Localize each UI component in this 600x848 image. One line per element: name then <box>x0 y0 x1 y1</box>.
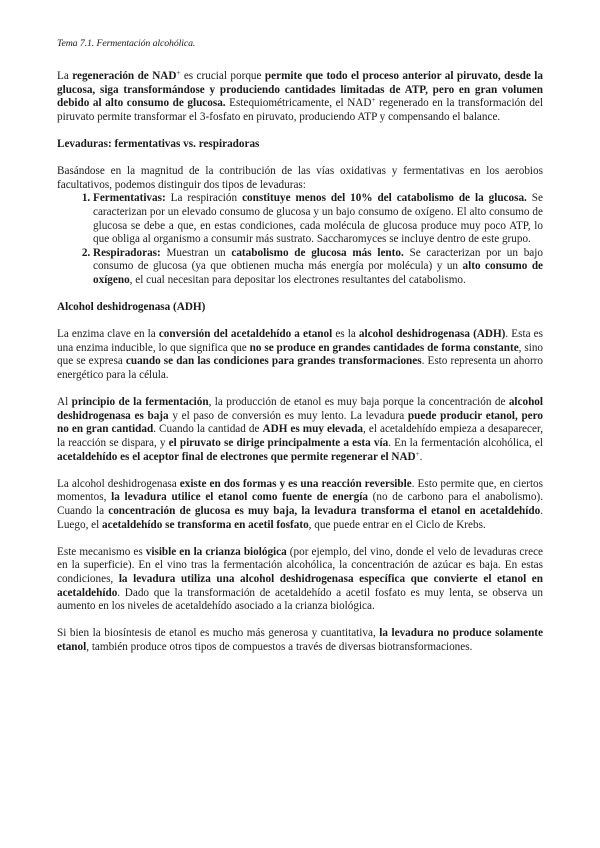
text-run: Si bien la biosíntesis de etanol es mucho más generosa y cuantitativa, <box>57 627 380 640</box>
paragraph-enzima-clave <box>57 328 543 382</box>
bold-run: alcohol deshidrogenasa (ADH) <box>358 328 506 341</box>
text-run: , que puede entrar en el Ciclo de Krebs. <box>308 518 486 531</box>
text-run: , el cual necesitan para depositar los electrones resultantes del catabolismo. <box>129 273 466 286</box>
text-run: (no de carbono para el anabolismo). Cuando la <box>57 491 543 517</box>
bold-run: regeneración de NAD <box>72 70 177 82</box>
text-run: (por ejemplo, del vino, donde el velo de levaduras crece en la superficie). En el vino tras la fermentación alcohólica, la concentración de azúcar es baja. En estas condiciones, <box>57 545 544 585</box>
page-header: Tema 7.1. Fermentación alcohólica. <box>57 38 196 49</box>
text-run: . Esta es una enzima inducible, lo que significa que <box>57 328 543 354</box>
text-run: . <box>419 450 423 463</box>
text-run: . Esto representa un ahorro energético para la célula. <box>57 355 543 382</box>
superscript: + <box>415 449 420 458</box>
bold-run: Respiradoras: <box>93 246 161 259</box>
bold-run: constituye menos del 10% del catabolismo de la glucosa. <box>242 192 527 205</box>
bold-run: cuando se dan las condiciones para grandes transformaciones <box>125 355 422 368</box>
text-run: , la producción de etanol es muy baja porque la concentración de <box>208 396 509 409</box>
text-run: . Dado que la transformación de acetaldehído a acetil fosfato es muy lenta, se observa un aumento en los niveles de acetaldehído asociado a la crianza biológica. <box>57 586 543 613</box>
paragraph-biosintesis <box>57 627 543 654</box>
text-run: y el paso de conversión es muy lento. La levadura <box>168 409 408 422</box>
paragraph-nad-regeneration <box>57 70 543 124</box>
text-run: , sino que se expresa <box>57 341 544 368</box>
bold-run: la levadura no produce solamente etanol <box>57 627 543 653</box>
text-run: Estequiométricamente, el NAD <box>225 97 372 110</box>
text-run: , también produce otros tipos de compuestos a través de diversas biotransformaciones. <box>86 640 473 653</box>
bold-run: permite que todo el proceso anterior al piruvato, desde la glucosa, siga transformándose y produciendo cantidades limitadas de ATP, pero en gran volumen debido al alto consumo de glucosa. <box>57 70 543 110</box>
text-run: Se caracterizan por un bajo consumo de glucosa (ya que obtienen mucha más energía por molécula) y un <box>93 246 543 273</box>
paragraph-intro-levaduras: Basándose en la magnitud de la contribución de las vías oxidativas y fermentativas en los aerobios facultativos, podemos distinguir dos tipos de levaduras: <box>57 165 543 191</box>
text-run: Al <box>57 396 72 409</box>
paragraph-crianza-biologica <box>57 546 543 614</box>
bold-run: conversión del acetaldehído a etanol <box>158 328 333 341</box>
paragraph-principio-fermentacion <box>57 396 543 464</box>
bold-run: ADH es muy elevada <box>262 423 364 436</box>
text-run: La enzima clave en la <box>57 328 159 341</box>
text-run: es crucial porque <box>180 70 265 82</box>
bold-run: Fermentativas: <box>93 192 166 205</box>
bold-run: acetaldehído se transforma en acetil fosfato <box>102 518 309 531</box>
text-run: . Luego, el <box>57 505 543 531</box>
text-run: . Cuando la cantidad de <box>153 423 263 436</box>
bold-run: acetaldehído es el aceptor final de electrones que permite regenerar el NAD <box>57 450 416 463</box>
text-run: . Esto permite que, en ciertos momentos, <box>57 477 543 504</box>
text-run: La respiración <box>165 192 243 205</box>
list-item-respiradoras <box>93 247 543 288</box>
superscript: + <box>371 96 376 105</box>
text-run: es la <box>332 328 359 341</box>
text-run: La alcohol deshidrogenasa <box>57 477 180 490</box>
section-heading-levaduras: Levaduras: fermentativas vs. respiradoras <box>57 137 260 150</box>
bold-run: alto consumo de oxígeno <box>93 260 544 286</box>
bold-run: visible en la crianza biológica <box>145 545 287 558</box>
bold-run: principio de la fermentación <box>71 396 209 409</box>
text-run: , el acetaldehído empieza a desaparecer, la reacción se dispara, y <box>57 423 544 450</box>
text-run: Muestran un <box>160 246 232 259</box>
bold-run: la levadura utiliza una alcohol deshidrogenasa específica que convierte el etanol en acetaldehído <box>57 572 543 599</box>
bold-run: concentración de glucosa es muy baja, la levadura transforma el etanol en acetaldehído <box>108 505 541 517</box>
section-heading-adh: Alcohol deshidrogenasa (ADH) <box>57 301 206 314</box>
bold-run: alcohol deshidrogenasa es baja <box>57 396 544 422</box>
text-run: regenerado en la transformación del piruvato permite transformar el 3-fosfato en piruvato, produciendo ATP y compensando el balance. <box>57 97 543 123</box>
bold-run: puede producir etanol, pero no en gran cantidad <box>57 409 543 436</box>
bold-run: existe en dos formas y es una reacción reversible <box>179 477 412 490</box>
text-run: La <box>57 70 73 82</box>
paragraph-dos-formas <box>57 478 543 532</box>
bold-run: no se produce en grandes cantidades de forma constante <box>249 341 519 354</box>
list-item-fermentativas <box>93 192 543 246</box>
bold-run: la levadura utilice el etanol como fuente de energía <box>111 491 368 504</box>
bold-run: catabolismo de glucosa más lento. <box>231 246 404 259</box>
document-body <box>57 70 543 655</box>
superscript: + <box>176 69 181 77</box>
yeast-type-list <box>57 192 543 287</box>
text-run: Se caracterizan por un elevado consumo de glucosa y un bajo consumo de oxígeno. El alto consumo de glucosa se debe a que, en estas condiciones, cada molécula de glucosa produce muy poco ATP, lo que obliga al organismo a consumir más sustrato. Saccharomyces se incluye dentro de este grupo. <box>93 192 543 246</box>
text-run: . En la fermentación alcohólica, el <box>388 437 543 450</box>
text-run: Este mecanismo es <box>57 545 146 558</box>
bold-run: el piruvato se dirige principalmente a esta vía <box>168 437 389 450</box>
